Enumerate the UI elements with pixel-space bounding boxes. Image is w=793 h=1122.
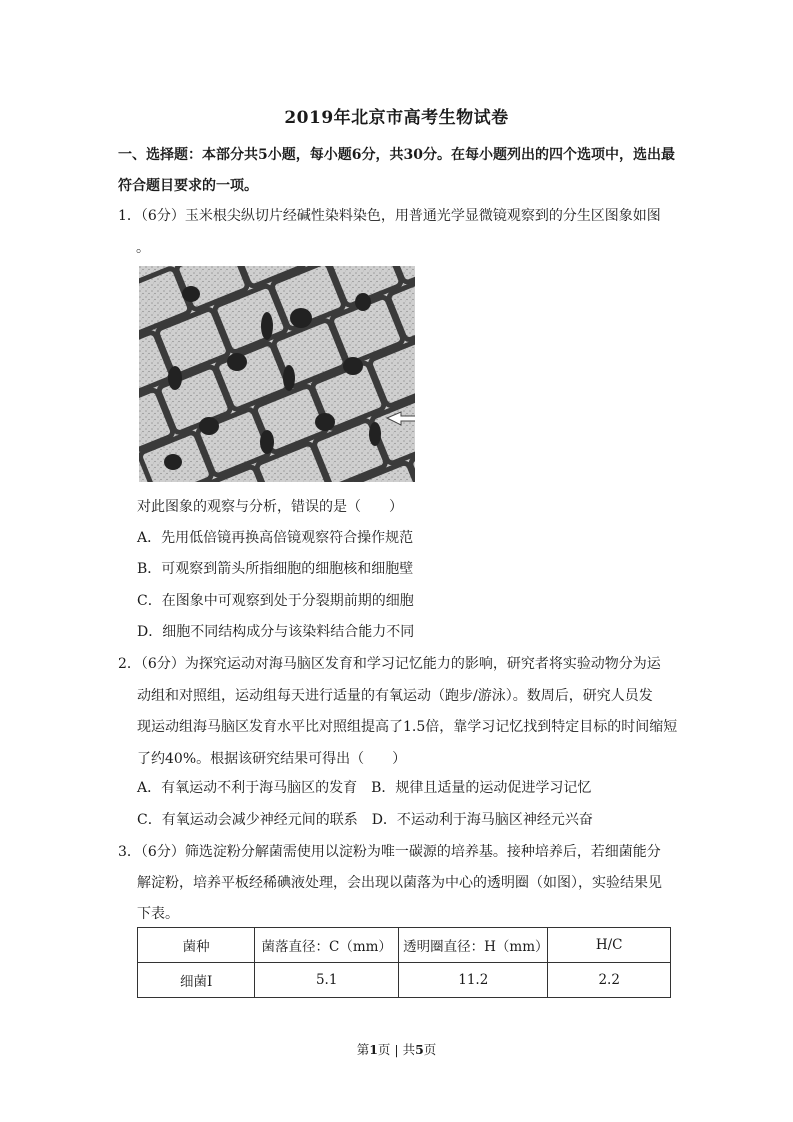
table-cell: 2.2 <box>548 963 671 998</box>
q1-text-line-2: 。 <box>136 240 150 256</box>
table-row <box>138 963 671 998</box>
micrograph-image <box>139 266 415 482</box>
q1-option-c: C．在图象中可观察到处于分裂期前期的细胞 <box>137 593 414 609</box>
table-header-cell: 菌落直径：C（mm） <box>255 928 399 963</box>
table-header-row <box>138 928 671 963</box>
q1-option-d: D．细胞不同结构成分与该染料结合能力不同 <box>137 624 415 640</box>
q2-options-row-2: C．有氧运动会减少神经元间的联系 D．不运动利于海马脑区神经元兴奋 <box>137 812 593 828</box>
q1-stem: 对此图象的观察与分析，错误的是（ ） <box>137 499 403 515</box>
q3-text-line-3: 下表。 <box>137 906 179 922</box>
table-cell: 细菌Ⅰ <box>138 963 255 998</box>
section-heading-line-1: 一、选择题：本部分共5小题，每小题6分，共30分。在每小题列出的四个选项中，选出最 <box>118 147 675 163</box>
q2-text-line-2: 动组和对照组，运动组每天进行适量的有氧运动（跑步/游泳）。数周后，研究人员发 <box>137 688 653 704</box>
q1-option-b: B．可观察到箭头所指细胞的细胞核和细胞壁 <box>137 561 414 577</box>
footer-mid: 页 | 共 <box>377 1042 416 1057</box>
table-cell: 11.2 <box>399 963 548 998</box>
footer-suffix: 页 <box>423 1042 437 1057</box>
table-header-cell: 透明圈直径：H（mm） <box>399 928 548 963</box>
table-cell: 5.1 <box>255 963 399 998</box>
page-footer <box>0 1040 793 1058</box>
section-heading-line-2: 符合题目要求的一项。 <box>118 178 258 194</box>
footer-page-number: 1 <box>369 1042 378 1057</box>
q2-text-line-4: 了约40%。根据该研究结果可得出（ ） <box>137 751 407 767</box>
q1-option-a: A．先用低倍镜再换高倍镜观察符合操作规范 <box>137 530 414 546</box>
micrograph-drawing <box>139 266 415 482</box>
page-title: 2019年北京市高考生物试卷 <box>284 108 509 128</box>
q2-text-line-3: 现运动组海马脑区发育水平比对照组提高了1.5倍，靠学习记忆找到特定目标的时间缩短 <box>137 719 678 735</box>
table-header-cell: H/C <box>548 928 671 963</box>
q3-text-line-1: 3．（6分）筛选淀粉分解菌需使用以淀粉为唯一碳源的培养基。接种培养后，若细菌能分 <box>118 844 661 860</box>
footer-total-pages: 5 <box>415 1042 424 1057</box>
footer-prefix: 第 <box>356 1042 370 1057</box>
q1-text-line-1: 1．（6分）玉米根尖纵切片经碱性染料染色，用普通光学显微镜观察到的分生区图象如图 <box>118 208 661 224</box>
table-header-cell: 菌种 <box>138 928 255 963</box>
q2-text-line-1: 2．（6分）为探究运动对海马脑区发育和学习记忆能力的影响，研究者将实验动物分为运 <box>118 656 661 672</box>
q3-text-line-2: 解淀粉，培养平板经稀碘液处理，会出现以菌落为中心的透明圈（如图），实验结果见 <box>137 875 662 891</box>
q3-results-table <box>137 927 671 998</box>
q2-options-row-1: A．有氧运动不利于海马脑区的发育 B．规律且适量的运动促进学习记忆 <box>137 780 592 796</box>
